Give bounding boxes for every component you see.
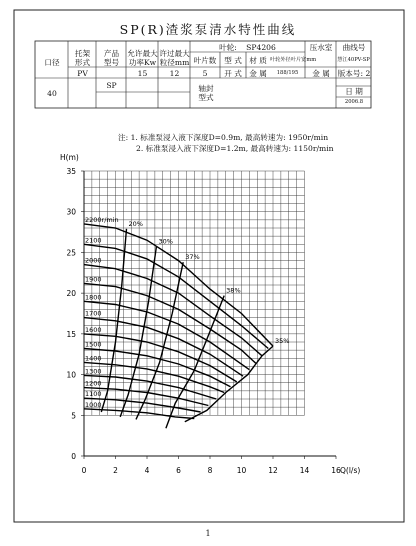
caliber: 40 — [47, 89, 57, 98]
date: 2006.8 — [344, 99, 364, 105]
x-tick-label: 16 — [331, 466, 341, 475]
y-tick-label: 25 — [66, 248, 76, 258]
x-tick-label: 4 — [144, 466, 150, 475]
x-tick-label: 8 — [207, 466, 213, 475]
speed-curve-label: 1100 — [85, 390, 102, 399]
page-title: SP(R)渣浆泵清水特性曲线 — [119, 22, 297, 37]
speed-curve-label: 2100 — [85, 236, 102, 245]
header-max-particle: 许过最大 粒径mm — [159, 49, 190, 67]
vane-count: 5 — [202, 69, 208, 78]
frame-type: PV — [77, 69, 88, 78]
header-date: 日 期 — [345, 87, 363, 96]
header-material: 材 质 — [249, 56, 267, 65]
speed-curve-label: 1800 — [85, 293, 102, 302]
impeller-material: 金 属 — [249, 69, 267, 78]
impeller-dia: 188/195 — [276, 70, 299, 76]
efficiency-curve — [166, 296, 224, 429]
speed-curve-label: 1600 — [85, 325, 102, 334]
efficiency-curve-label: 38% — [226, 286, 241, 295]
y-axis-label: H(m) — [60, 153, 79, 162]
impeller-type: 开 式 — [224, 69, 242, 78]
header-pressure-chamber: 压水室 — [309, 43, 333, 52]
speed-curve-label: 1700 — [85, 309, 102, 318]
header-frame-type: 托架 形式 — [74, 49, 91, 67]
speed-curve-label: 1300 — [85, 367, 102, 376]
x-tick-label: 12 — [268, 466, 278, 475]
note-2: 2. 标准泵浸入液下深度D=1.2m, 最高转速为: 1150r/min — [136, 143, 334, 153]
header-impeller-dia: 叶轮外径叶片宽mm — [270, 57, 317, 63]
speed-curve-label: 1900 — [85, 275, 102, 284]
product-type: SP — [106, 81, 117, 90]
page-number: 1 — [205, 529, 211, 538]
speed-curve-label: 1500 — [85, 340, 102, 349]
y-tick-label: 10 — [66, 370, 76, 380]
header-curve-no: 曲线号 — [342, 43, 366, 52]
header-shaft-seal: 轴封 型式 — [198, 84, 214, 102]
y-tick-label: 30 — [66, 207, 76, 217]
y-tick-label: 0 — [71, 452, 76, 461]
impeller-code: SP4206 — [246, 43, 276, 52]
header-impeller: 叶轮: — [219, 43, 237, 52]
header-caliber: 口径 — [44, 58, 60, 67]
efficiency-curve-label: 37% — [185, 253, 200, 262]
curve-no: 慧江40PV-SP — [337, 57, 370, 63]
x-axis-label: Q(l/s) — [340, 466, 361, 475]
efficiency-curve-label: 30% — [158, 237, 173, 246]
pressure-material: 金 属 — [312, 69, 330, 78]
note-1: 注: 1. 标准泵浸入液下深度D=0.9m, 最高转速为: 1950r/min — [118, 133, 329, 142]
speed-curve-label: 1200 — [85, 379, 102, 388]
y-tick-label: 20 — [66, 289, 76, 299]
y-tick-label: 5 — [71, 411, 76, 421]
x-tick-label: 2 — [113, 466, 118, 475]
max-particle: 12 — [169, 69, 180, 78]
header-max-power: 允许最大 功率Kw — [127, 49, 158, 67]
x-tick-label: 10 — [236, 466, 247, 475]
speed-curve-label: 1400 — [85, 354, 102, 363]
header-product-type: 产品 型号 — [103, 49, 120, 67]
efficiency-curve — [185, 346, 273, 422]
x-tick-label: 14 — [299, 466, 310, 475]
speed-curve-label: 2000 — [85, 256, 102, 265]
speed-curve-label: 2200r/min — [85, 215, 119, 224]
speed-curve-label: 1000 — [85, 400, 102, 409]
y-tick-label: 35 — [66, 167, 76, 176]
x-tick-label: 0 — [81, 466, 87, 475]
x-tick-label: 6 — [176, 466, 181, 475]
header-vane-count: 叶片数 — [193, 56, 217, 65]
efficiency-curve-label: 20% — [128, 219, 143, 228]
efficiency-curve-label: 35% — [275, 337, 290, 346]
version: 版本号: 2 — [337, 69, 371, 78]
y-tick-label: 15 — [66, 329, 76, 339]
header-type: 型 式 — [224, 56, 242, 65]
max-power: 15 — [137, 69, 148, 78]
